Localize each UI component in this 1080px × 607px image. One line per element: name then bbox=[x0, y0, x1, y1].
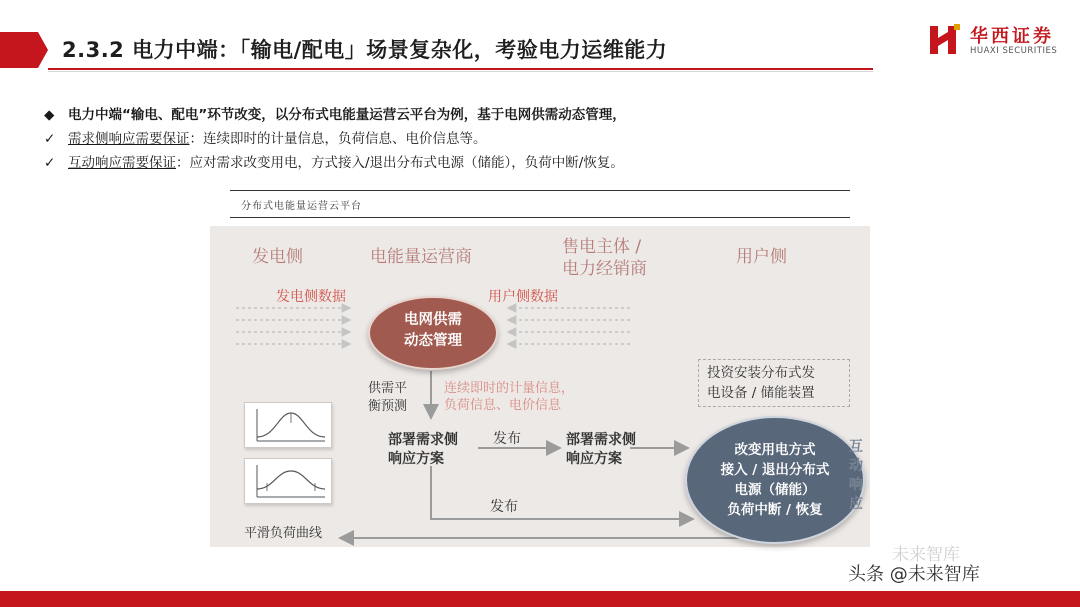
logo-text-cn: 华西证券 bbox=[970, 26, 1054, 47]
bullet-intro bbox=[44, 103, 626, 123]
metering-info-label: 连续即时的计量信息， 负荷信息、电价信息 bbox=[444, 381, 575, 413]
publish-label-2: 发布 bbox=[490, 499, 518, 515]
bullet-demand-response bbox=[44, 127, 487, 147]
deploy-plan-2: 部署需求侧 响应方案 bbox=[566, 432, 636, 467]
check-icon: ✓ bbox=[44, 131, 56, 147]
load-curve-card-1 bbox=[244, 402, 332, 448]
bullet-interactive-body: ：应对需求改变用电，方式接入/退出分布式电源（储能），负荷中断/恢复。 bbox=[176, 155, 624, 171]
check-icon: ✓ bbox=[44, 155, 56, 171]
watermark-faint: 未来智库 bbox=[892, 545, 960, 565]
smooth-curve-label: 平滑负荷曲线 bbox=[244, 526, 323, 541]
bullet-intro-text: 电力中端“输电、配电”环节改变，以分布式电能量运营云平台为例，基于电网供需动态管理， bbox=[68, 107, 626, 123]
gen-data-label: 发电侧数据 bbox=[276, 289, 346, 305]
bullet-interactive-head: 互动响应需要保证 bbox=[68, 155, 176, 171]
user-data-label: 用户侧数据 bbox=[488, 289, 558, 305]
invest-device-box: 投资安装分布式发 电设备 / 储能装置 bbox=[698, 359, 850, 407]
header-rule bbox=[48, 68, 873, 70]
header-rule-secondary bbox=[48, 71, 873, 72]
slide-title: 2.3.2 电力中端：「输电/配电」场景复杂化，考验电力运维能力 bbox=[62, 38, 668, 62]
stage-retailer-l1: 售电主体 / bbox=[562, 237, 642, 257]
bullet-demand-body: ：连续即时的计量信息，负荷信息、电价信息等。 bbox=[189, 131, 487, 147]
bullet-demand-head: 需求侧响应需要保证 bbox=[68, 131, 190, 147]
watermark: 头条 @未来智库 bbox=[848, 564, 980, 585]
response-actions-node: 改变用电方式 接入 / 退出分布式 电源（储能） 负荷中断 / 恢复 bbox=[685, 416, 865, 544]
stage-operator: 电能量运营商 bbox=[370, 247, 472, 267]
diamond-bullet-icon: ◆ bbox=[44, 107, 55, 123]
grid-node-l1: 电网供需 bbox=[404, 312, 462, 328]
title-accent-chevron bbox=[0, 32, 48, 68]
deploy-plan-1: 部署需求侧 响应方案 bbox=[388, 432, 458, 467]
balance-forecast-label: 供需平 衡预测 bbox=[368, 381, 408, 414]
figure-caption: 分布式电能量运营云平台 bbox=[241, 201, 362, 212]
load-curve-card-2 bbox=[244, 458, 332, 504]
huaxi-logo-icon bbox=[928, 22, 964, 58]
footer-bar bbox=[0, 591, 1080, 607]
bullet-interactive-response bbox=[44, 151, 624, 171]
grid-node-l2: 动态管理 bbox=[404, 333, 462, 349]
figure-top-rule bbox=[230, 190, 850, 191]
publish-label-1: 发布 bbox=[493, 431, 521, 447]
stage-generation: 发电侧 bbox=[252, 247, 303, 267]
figure-bottom-rule bbox=[230, 217, 850, 218]
logo-text-en: HUAXI SECURITIES bbox=[970, 46, 1058, 56]
smoothed-curve-icon bbox=[245, 459, 331, 503]
interactive-response-label: 互动响应 bbox=[849, 439, 863, 512]
platform-diagram bbox=[210, 226, 870, 547]
stage-user: 用户侧 bbox=[736, 247, 787, 267]
stage-retailer-l2: 电力经销商 bbox=[562, 259, 647, 279]
grid-management-node bbox=[368, 296, 498, 370]
bell-curve-icon bbox=[245, 403, 331, 447]
